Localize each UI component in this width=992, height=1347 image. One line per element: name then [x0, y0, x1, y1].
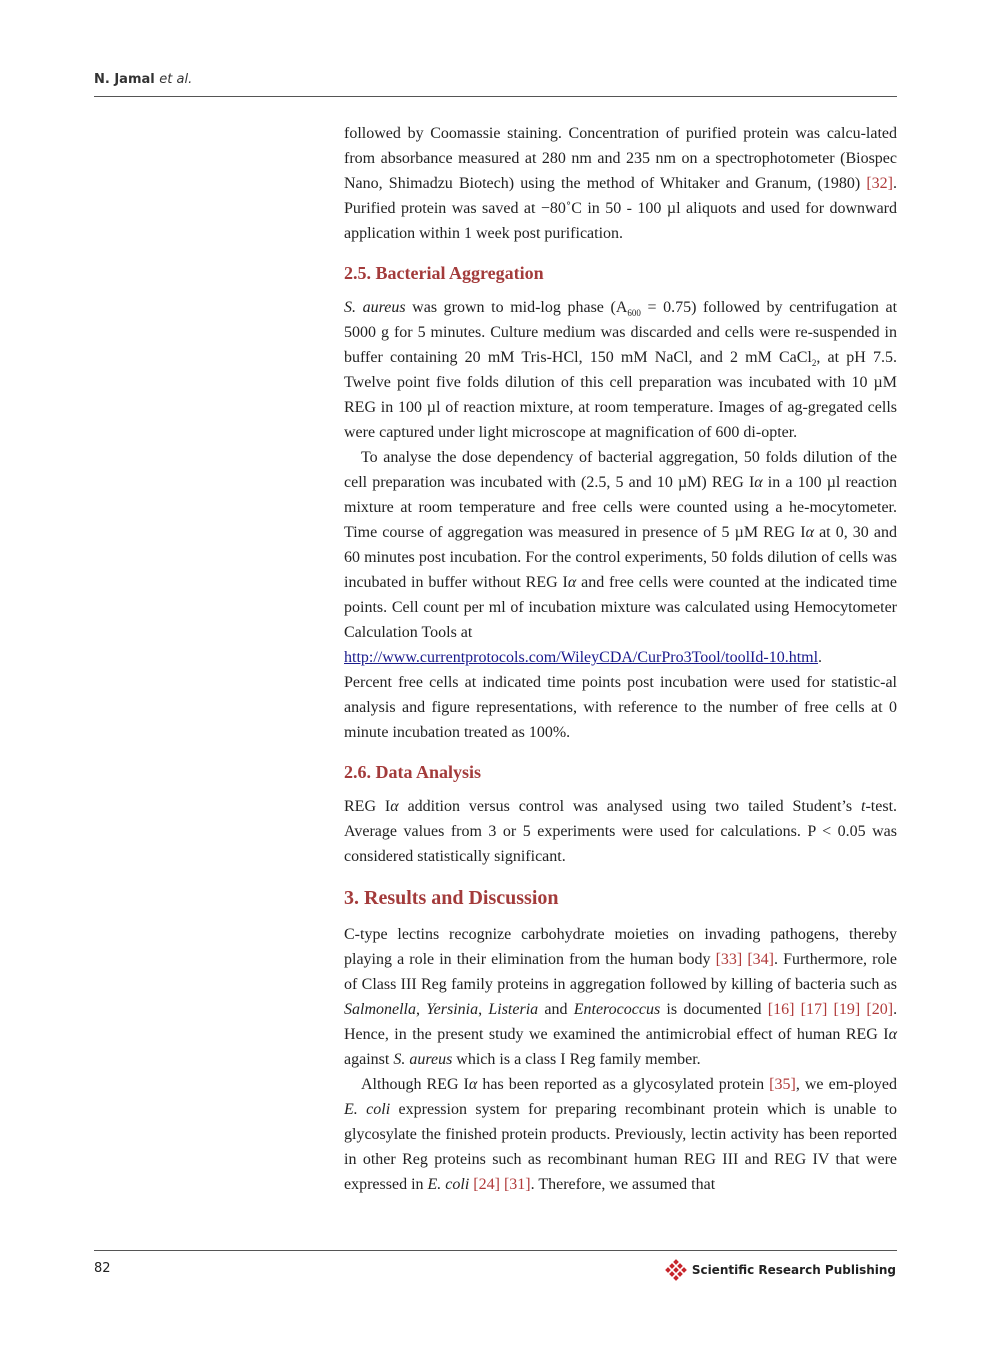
- section-2-5-heading: 2.5. Bacterial Aggregation: [344, 263, 544, 283]
- section-2-6-heading: 2.6. Data Analysis: [344, 762, 482, 782]
- page-number: 82: [94, 1261, 111, 1276]
- citation-35[interactable]: [35]: [769, 1076, 796, 1093]
- citation-19[interactable]: [19]: [833, 1001, 861, 1018]
- citation-16[interactable]: [16]: [767, 1001, 795, 1018]
- header-author: N. Jamal: [94, 72, 155, 87]
- header-rule: [94, 96, 897, 97]
- citation-34[interactable]: [34]: [747, 951, 774, 968]
- citation-32[interactable]: [32]: [866, 175, 893, 192]
- header-etal: et al.: [159, 72, 193, 87]
- paragraph-purification: followed by Coomassie staining. Concentration of purified protein was calcu-lated from absorbance measured at 280 nm and 235 nm on a spectrophotometer (Biospec Nano, Shimadzu Biotech) using the method of Whitaker and Granum, (1980) [32]. Purified protein was saved at −80˚C in 50 - 100 µl aliquots and used for downward application within 1 week post purification.: [344, 125, 897, 242]
- paragraph-aggregation: S. aureus was grown to mid-log phase $(A_{600} = 0.75)$ followed by centrifugation at 5000 g for 5 minutes. Culture medium was discarded and cells were re-suspended in buffer containing 20 mM Tris-HCl, 150 mM NaCl, and 2 mM CaCl$_2$, at pH 7.5. Twelve point five folds dilution of this cell preparation was incubated with 10 µM REG in 100 µl of reaction mixture, at room temperature. Images of ag-gregated cells were captured under light microscope at magnification of 600 di-opter.: [344, 299, 898, 441]
- citation-17[interactable]: [17]: [800, 1001, 828, 1018]
- citation-24[interactable]: [24]: [473, 1176, 500, 1193]
- publisher-name: Scientific Research Publishing: [691, 1263, 896, 1277]
- citation-33[interactable]: [33]: [715, 951, 743, 968]
- citation-31[interactable]: [31]: [503, 1176, 531, 1193]
- hemocytometer-link[interactable]: http://www.currentprotocols.com/WileyCDA/CurPro3Tool/toolId-10.html: [344, 649, 819, 666]
- paragraph-dose-dependency: To analyse the dose dependency of bacterial aggregation, 50 folds dilution of the cell preparation was incubated with (2.5, 5 and 10 µM) REG Iα in a 100 µl reaction mixture at room temperature and free cells were counted using a he-mocytometer. Time course of aggregation was measured in presence of 5 µM REG Iα at 0, 30 and 60 minutes post incubation. For the control experiments, 50 folds dilution of cells was incubated in buffer without REG Iα and free cells were counted at the indicated time points. Cell count per ml of incubation mixture was calculated using Hemocytometer Calculation Tools at http://www.currentprotocols.com/WileyCDA/CurPro3Tool/toolId-10.html. Percent free cells at indicated time points post incubation were used for statistic-al analysis and figure representations, with reference to the number of free cells at 0 minute incubation treated as 100%.: [344, 449, 898, 741]
- publisher-logo: [665, 1259, 896, 1281]
- paragraph-data-analysis: REG Iα addition versus control was analysed using two tailed Student’s t-test. Average values from 3 or 5 experiments were used for calculations. P < 0.05 was considered statistically significant.: [344, 798, 898, 865]
- srp-logo-icon: [665, 1259, 687, 1281]
- running-header: [94, 72, 192, 87]
- footer-rule: [94, 1250, 897, 1251]
- paragraph-results-1: C-type lectins recognize carbohydrate moieties on invading pathogens, thereby playing a role in their elimination from the human body [33] [34]. Furthermore, role of Class III Reg family proteins in aggregation followed by killing of bacteria such as Salmonella, Yersinia, Listeria and Enterococcus is documented [16] [17] [19] [20]. Hence, in the present study we examined the antimicrobial effect of human REG Iα against S. aureus which is a class I Reg family member.: [344, 926, 898, 1068]
- main-column: [344, 121, 897, 1197]
- citation-20[interactable]: [20]: [866, 1001, 894, 1018]
- paragraph-results-2: Although REG Iα has been reported as a glycosylated protein [35], we em-ployed E. coli expression system for preparing recombinant protein which is unable to glycosylate the finished protein products. Previously, lectin activity has been reported in other Reg proteins such as recombinant human REG III and REG IV that were expressed in E. coli [24] [31]. Therefore, we assumed that: [344, 1076, 898, 1193]
- section-3-heading: 3. Results and Discussion: [344, 887, 559, 909]
